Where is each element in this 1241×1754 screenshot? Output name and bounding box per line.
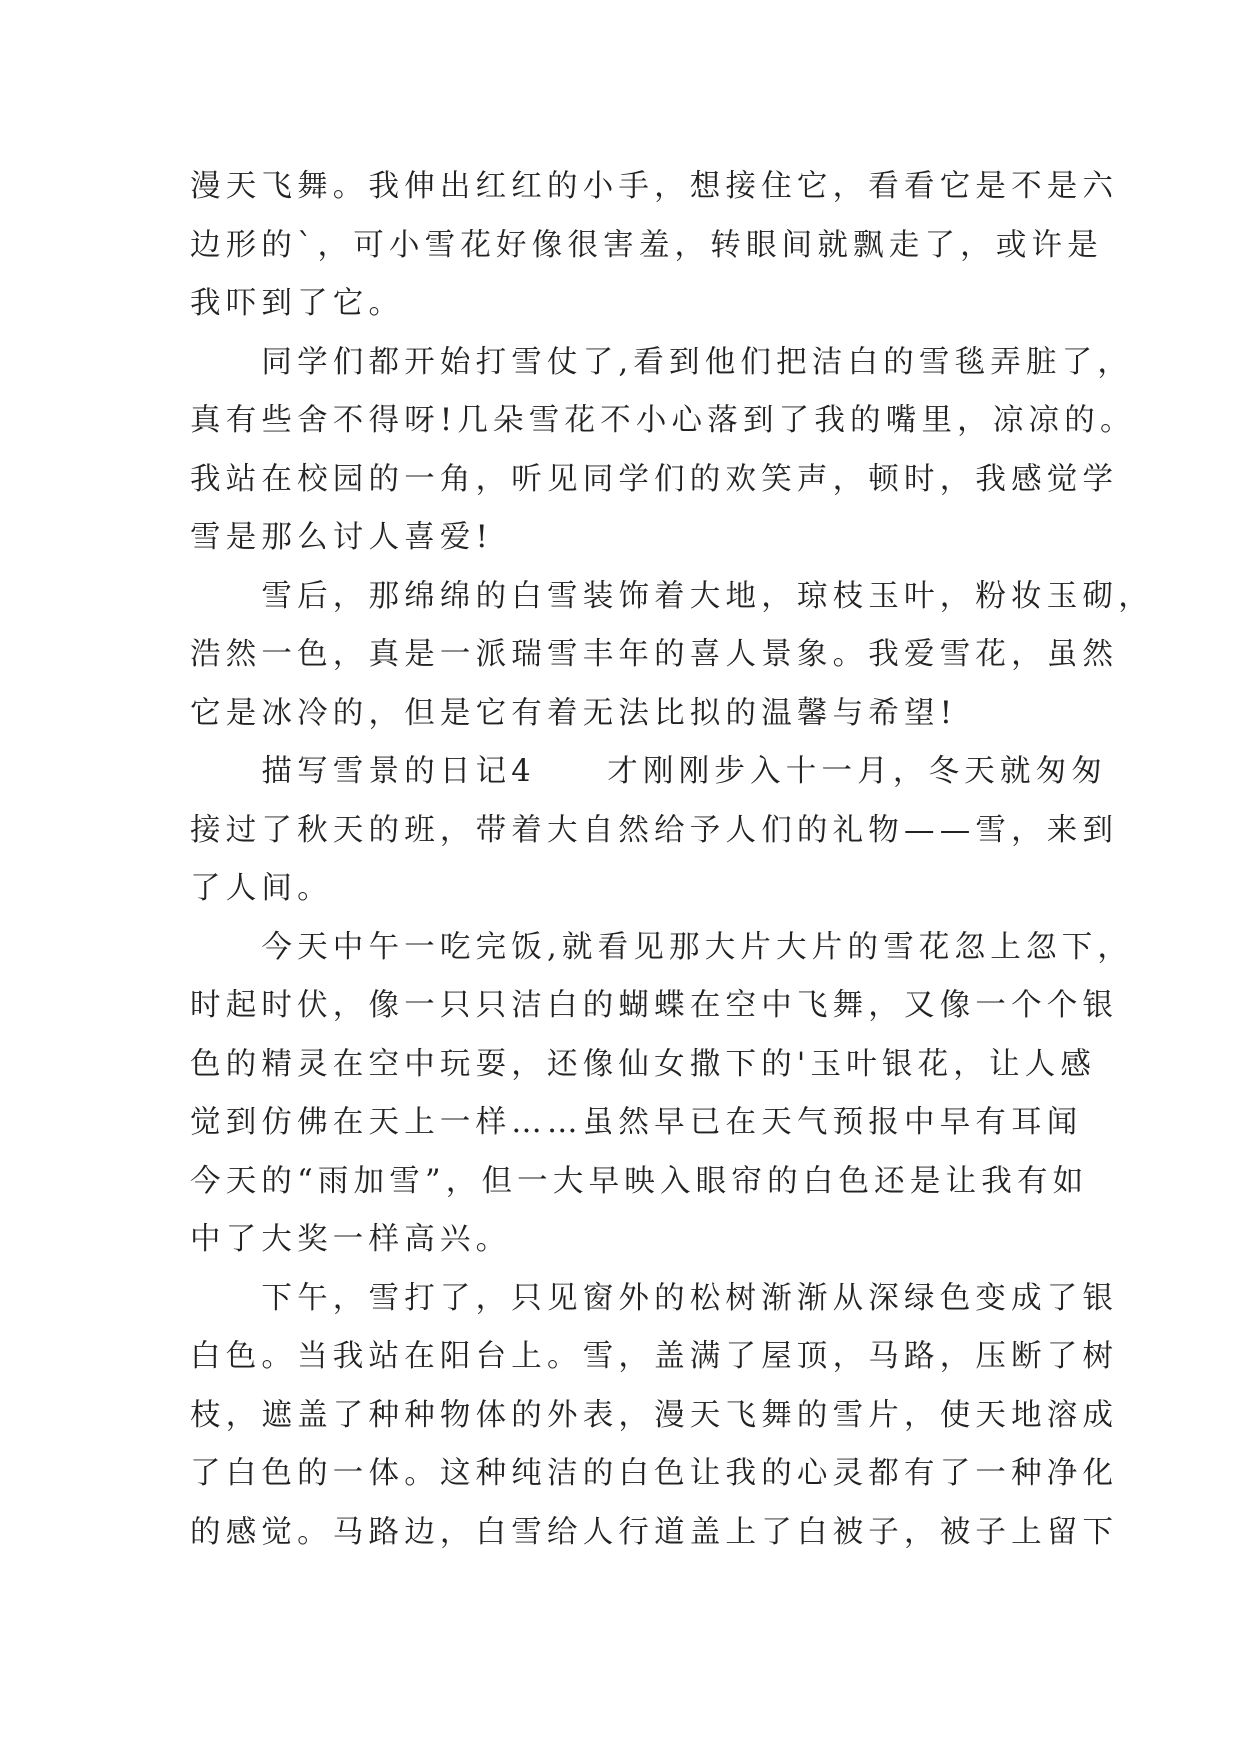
text-line: 它是冰冷的，但是它有着无法比拟的温馨与希望! (190, 695, 958, 731)
text-line: 今天中午一吃完饭,就看见那大片大片的雪花忽上忽下， (190, 929, 1134, 965)
text-line: 了白色的一体。这种纯洁的白色让我的心灵都有了一种净化 (190, 1456, 1119, 1491)
text-line: 边形的`，可小雪花好像很害羞，转眼间就飘走了，或许是 (190, 227, 1103, 263)
text-line: 雪后，那绵绵的白雪装饰着大地，琼枝玉叶，粉妆玉砌， (190, 578, 1154, 614)
body-text (190, 158, 1154, 1562)
text-line: 觉到仿佛在天上一样……虽然早已在天气预报中早有耳闻 (190, 1105, 1083, 1140)
text-line: 白色。当我站在阳台上。雪，盖满了屋顶，马路，压断了树 (190, 1339, 1119, 1374)
text-line: 枝，遮盖了种种物体的外表，漫天飞舞的雪片，使天地溶成 (190, 1397, 1119, 1433)
text-line: 接过了秋天的班，带着大自然给予人们的礼物——雪，来到 (190, 812, 1119, 848)
text-line: 色的精灵在空中玩耍，还像仙女撒下的'玉叶银花，让人感 (190, 1046, 1097, 1082)
text-line: 同学们都开始打雪仗了,看到他们把洁白的雪毯弄脏了， (190, 344, 1134, 380)
text-line: 的感觉。马路边，白雪给人行道盖上了白被子，被子上留下 (190, 1514, 1119, 1550)
text-line: 真有些舍不得呀!几朵雪花不小心落到了我的嘴里，凉凉的。 (190, 403, 1136, 438)
text-line: 描写雪景的日记4 才刚刚步入十一月，冬天就匆匆 (190, 754, 1108, 789)
text-line: 浩然一色，真是一派瑞雪丰年的喜人景象。我爱雪花，虽然 (190, 637, 1119, 672)
text-line: 中了大奖一样高兴。 (190, 1222, 512, 1257)
text-line: 下午，雪打了，只见窗外的松树渐渐从深绿色变成了银 (190, 1280, 1119, 1316)
text-line: 漫天飞舞。我伸出红红的小手，想接住它，看看它是不是六 (190, 169, 1119, 204)
text-line: 今天的“雨加雪”，但一大早映入眼帘的白色还是让我有如 (190, 1163, 1089, 1199)
text-line: 时起时伏，像一只只洁白的蝴蝶在空中飞舞，又像一个个银 (190, 988, 1119, 1023)
text-line: 我站在校园的一角，听见同学们的欢笑声，顿时，我感觉学 (190, 461, 1119, 497)
text-line: 我吓到了它。 (190, 286, 405, 321)
text-line: 了人间。 (190, 871, 333, 906)
text-line: 雪是那么讨人喜爱! (190, 520, 494, 555)
